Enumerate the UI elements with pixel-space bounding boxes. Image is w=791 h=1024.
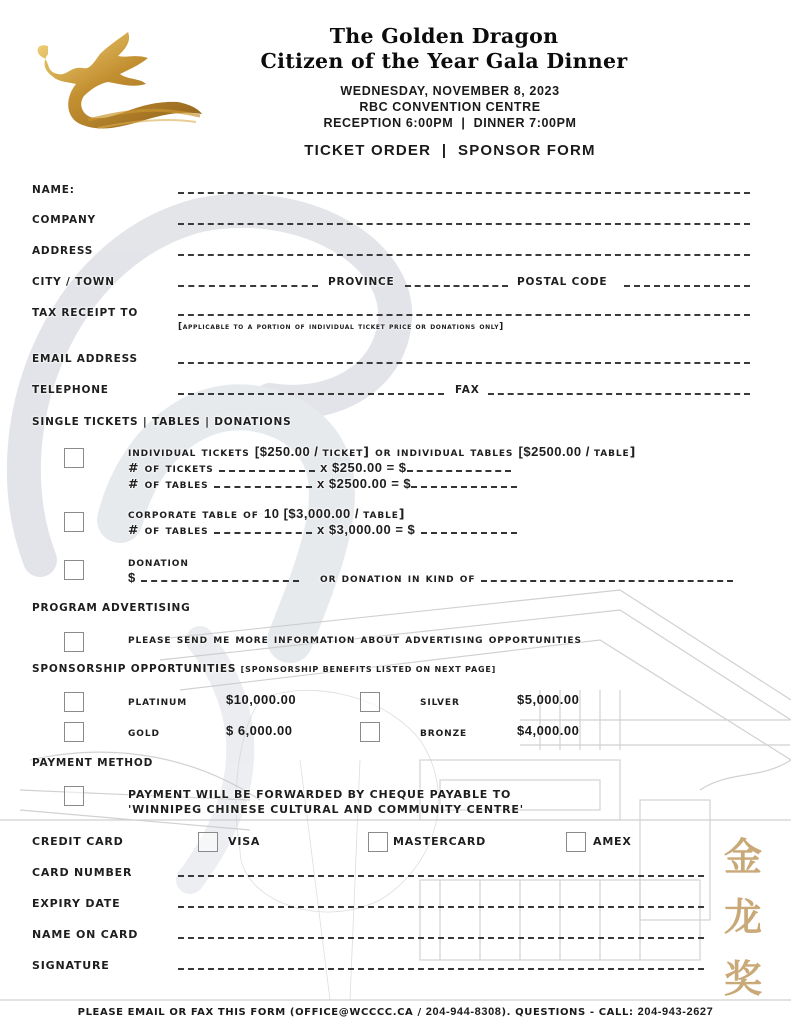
province-label: PROVINCE [328,276,395,288]
individual-table-price: [$2500.00 / [518,444,594,459]
silver-label: silver [420,693,460,708]
company-label: COMPANY [32,214,96,226]
visa-checkbox[interactable] [198,832,218,852]
name-on-card-field[interactable] [178,937,704,939]
silver-checkbox[interactable] [360,692,380,712]
num-tickets-row [128,460,511,475]
silver-price: $5,000.00 [517,692,580,707]
bronze-checkbox[interactable] [360,722,380,742]
cheque-checkbox[interactable] [64,786,84,806]
amex-checkbox[interactable] [566,832,586,852]
name-label: NAME: [32,184,75,196]
event-times: RECEPTION 6:00PM | DINNER 7:00PM [323,116,577,130]
tax-receipt-note: [applicable to a portion of individual ticket price or donations only] [178,322,504,332]
province-field[interactable] [405,285,508,287]
tickets-calc: x $250.00 = $ [320,460,407,475]
bronze-label: bronze [420,724,468,739]
tax-receipt-field[interactable] [178,314,750,316]
cheque-line2: 'WINNIPEG CHINESE CULTURAL AND COMMUNITY CENTRE' [128,803,524,816]
cheque-line1: PAYMENT WILL BE FORWARDED BY CHEQUE PAYABLE TO [128,788,512,801]
individual-ticket-price: [$250.00 / [254,444,323,459]
email-field[interactable] [178,362,750,364]
city-label: CITY / TOWN [32,276,115,288]
event-date: WEDNESDAY, NOVEMBER 8, 2023 [340,84,560,98]
num-tables-label: # of tables [128,476,209,491]
event-title-line1: The Golden Dragon [329,24,559,48]
corporate-heading-part: table] [363,506,406,521]
tax-receipt-label: TAX RECEIPT TO [32,307,139,319]
calligraphy-char-dragon: 龙 [723,894,762,939]
address-field[interactable] [178,254,750,256]
sponsorship-section-title [32,663,496,675]
form-title: TICKET ORDER | SPONSOR FORM [304,142,596,159]
donation-checkbox[interactable] [64,560,84,580]
advertising-info-label: please send me more information about advertising opportunities [128,631,582,646]
postal-code-field[interactable] [624,285,750,287]
corporate-table-price: 10 [$3,000.00 / [264,506,364,521]
advertising-section-title: PROGRAM ADVERTISING [32,602,191,614]
tickets-section-title: SINGLE TICKETS | TABLES | DONATIONS [32,416,292,428]
gold-price: $ 6,000.00 [226,723,293,738]
signature-field[interactable] [178,968,704,970]
expiry-date-field[interactable] [178,906,704,908]
tickets-total-field[interactable] [407,470,511,472]
address-label: ADDRESS [32,245,94,257]
email-label: EMAIL ADDRESS [32,353,138,365]
individual-heading-part: table] [593,444,637,459]
company-field[interactable] [178,223,750,225]
footer-contact [0,1006,791,1018]
tables-total-field[interactable] [411,486,517,488]
platinum-price: $10,000.00 [226,692,297,707]
expiry-date-label: EXPIRY DATE [32,897,121,910]
corporate-table-checkbox[interactable] [64,512,84,532]
corporate-calc: x $3,000.00 = $ [317,522,416,537]
calligraphy-char-gold: 金 [723,834,762,879]
signature-label: SIGNATURE [32,959,110,972]
city-field[interactable] [178,285,318,287]
num-tickets-field[interactable] [219,470,315,472]
platinum-checkbox[interactable] [64,692,84,712]
name-on-card-label: NAME ON CARD [32,928,139,941]
bronze-price: $4,000.00 [517,723,580,738]
fax-label: FAX [455,384,480,396]
credit-card-label: CREDIT CARD [32,835,124,848]
fax-field[interactable] [488,393,750,395]
tables-calc: x $2500.00 = $ [317,476,412,491]
donation-in-kind-field[interactable] [481,580,733,582]
gold-checkbox[interactable] [64,722,84,742]
donation-amount-field[interactable] [141,580,299,582]
footer-fax-number: 204-944-8308 [425,1006,502,1018]
corporate-heading-part: corporate table of [128,506,265,521]
telephone-field[interactable] [178,393,444,395]
corporate-tables-field[interactable] [214,532,312,534]
card-number-field[interactable] [178,875,704,877]
num-tickets-label: # of tickets [128,460,214,475]
individual-tickets-heading [128,444,636,459]
calligraphy-char-award: 奖 [723,956,762,1001]
footer-text: PLEASE EMAIL OR FAX THIS FORM (OFFICE@WCCCC.CA / [77,1007,426,1018]
sponsorship-title-text: SPONSORSHIP OPPORTUNITIES [32,663,237,675]
visa-label: VISA [228,835,261,848]
individual-tickets-checkbox[interactable] [64,448,84,468]
telephone-label: TELEPHONE [32,384,109,396]
sponsorship-note: [SPONSORSHIP BENEFITS LISTED ON NEXT PAGE] [240,665,497,674]
individual-heading-part: ticket] or individual tables [322,444,519,459]
num-tables-field[interactable] [214,486,312,488]
donation-heading: donation [128,554,189,569]
amex-label: AMEX [593,835,632,848]
donation-row [128,570,733,585]
postal-code-label: POSTAL CODE [517,276,608,288]
platinum-label: platinum [128,693,188,708]
donation-in-kind-label: or donation in kind of [320,570,476,585]
golden-dragon-logo [28,24,204,132]
mastercard-checkbox[interactable] [368,832,388,852]
num-tables-row [128,476,517,491]
individual-heading-part: individual tickets [128,444,255,459]
corporate-tables-label: # of tables [128,522,209,537]
payment-section-title: PAYMENT METHOD [32,757,154,769]
advertising-info-checkbox[interactable] [64,632,84,652]
event-venue: RBC CONVENTION CENTRE [359,100,541,114]
corporate-table-heading [128,506,405,521]
name-field[interactable] [178,192,750,194]
footer-phone-number: 204-943-2627 [637,1006,714,1018]
corporate-total-field[interactable] [421,532,517,534]
footer-text: ). QUESTIONS - CALL: [501,1007,638,1018]
donation-dollar-sign: $ [128,570,136,585]
corporate-tables-row [128,522,517,537]
card-number-label: CARD NUMBER [32,866,133,879]
gold-label: gold [128,724,160,739]
mastercard-label: MASTERCARD [393,835,487,848]
event-title-line2: Citizen of the Year Gala Dinner [260,49,628,73]
